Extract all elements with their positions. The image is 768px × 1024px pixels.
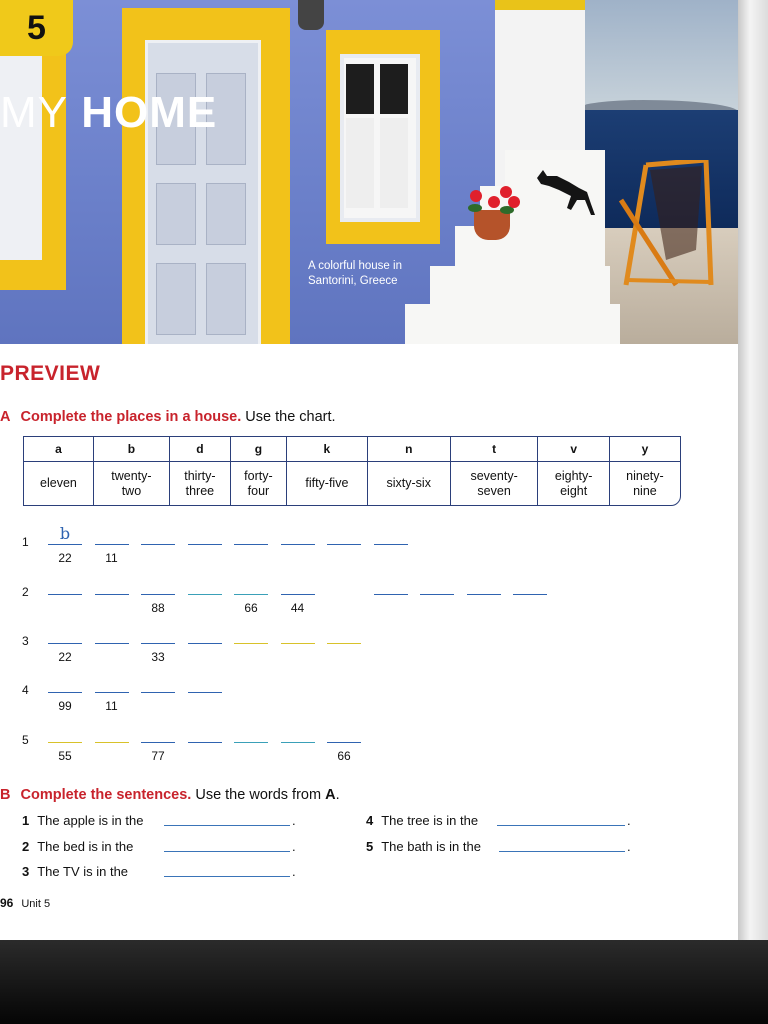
answer-blank[interactable] xyxy=(188,643,222,644)
answer-blank[interactable] xyxy=(141,692,175,693)
number-clue: 11 xyxy=(105,699,118,713)
curtain xyxy=(380,118,408,208)
cat-icon xyxy=(535,160,595,215)
answer-blank[interactable] xyxy=(141,742,175,743)
answer-blank[interactable] xyxy=(234,544,268,545)
sentence xyxy=(366,813,478,828)
answer-blank[interactable] xyxy=(327,643,361,644)
red-flower xyxy=(508,196,520,208)
chart-letter: a xyxy=(24,437,93,462)
chart-letter: g xyxy=(230,437,286,462)
chart-number-word-line: twenty- xyxy=(111,468,152,483)
chart-letter: v xyxy=(538,437,609,462)
puzzle-number: 1 xyxy=(22,535,29,549)
chart-number-word-line: eighty- xyxy=(554,468,593,483)
chart-number-word-line: forty- xyxy=(244,468,273,483)
window-pane xyxy=(380,64,408,114)
number-code-chart xyxy=(23,436,681,506)
door xyxy=(145,40,261,344)
photo-caption xyxy=(308,259,438,289)
chart-number-word-line: sixty-six xyxy=(386,476,431,491)
chart-letter: d xyxy=(169,437,230,462)
chart-number-word-line: seventy- xyxy=(470,468,518,483)
answer-blank[interactable] xyxy=(95,643,129,644)
answer-blank[interactable] xyxy=(188,544,222,545)
sentence xyxy=(22,839,133,854)
puzzle-number: 4 xyxy=(22,683,29,697)
chart-number-word xyxy=(367,462,450,505)
chart-letter: n xyxy=(367,437,450,462)
answer-blank[interactable] xyxy=(48,544,82,545)
number-clue: 66 xyxy=(244,601,258,615)
chart-number-word-line: thirty- xyxy=(184,468,216,483)
section-b-period: . xyxy=(335,787,340,803)
section-a-rest: Use the chart. xyxy=(245,409,336,425)
number-clue: 88 xyxy=(151,601,165,615)
chart-number-word-line: four xyxy=(247,483,270,498)
answer-blank[interactable] xyxy=(95,594,129,595)
sentence xyxy=(22,813,143,828)
section-a-instruction xyxy=(0,409,336,425)
answer-blank[interactable] xyxy=(327,544,361,545)
answer-blank[interactable] xyxy=(420,594,454,595)
sentence-text: The bed is in the xyxy=(37,839,134,854)
unit-title xyxy=(0,88,217,138)
sentence-answer-blank[interactable] xyxy=(164,825,290,826)
chart-letter: t xyxy=(450,437,538,462)
answer-blank[interactable] xyxy=(141,594,175,595)
sentence-text: The TV is in the xyxy=(37,864,129,879)
chart-letter: b xyxy=(93,437,169,462)
number-clue: 55 xyxy=(58,749,72,763)
step xyxy=(430,266,610,307)
chart-number-word-line: fifty-five xyxy=(305,476,349,491)
chart-number-word-line: eleven xyxy=(40,476,77,491)
footer-unit-label: Unit 5 xyxy=(21,898,51,910)
number-clue: 66 xyxy=(337,749,351,763)
puzzle-number: 2 xyxy=(22,585,29,599)
chart-letter: k xyxy=(287,437,368,462)
sentence-number: 4 xyxy=(366,813,374,828)
chart-letter: y xyxy=(609,437,680,462)
number-clue: 44 xyxy=(290,601,305,615)
number-clue: 33 xyxy=(151,650,165,664)
section-b-letter: B xyxy=(0,787,11,803)
example-answer: b xyxy=(59,524,71,543)
answer-blank[interactable] xyxy=(48,742,82,743)
answer-blank[interactable] xyxy=(188,692,222,693)
unit-title-my: MY xyxy=(0,88,68,137)
answer-blank[interactable] xyxy=(327,742,361,743)
sentence-answer-blank[interactable] xyxy=(499,851,625,852)
flower-pot xyxy=(474,210,510,240)
answer-blank[interactable] xyxy=(141,544,175,545)
curtain xyxy=(346,118,374,208)
chart-number-word xyxy=(24,462,93,505)
answer-blank[interactable] xyxy=(141,643,175,644)
answer-blank[interactable] xyxy=(48,594,82,595)
sentence-answer-blank[interactable] xyxy=(497,825,625,826)
sentence-answer-blank[interactable] xyxy=(164,876,290,877)
answer-blank[interactable] xyxy=(281,594,315,595)
red-flower xyxy=(470,190,482,202)
door-panel xyxy=(206,183,246,245)
section-a-letter: A xyxy=(0,409,11,425)
chart-number-word-line: two xyxy=(121,483,142,498)
answer-blank[interactable] xyxy=(188,742,222,743)
door-panel xyxy=(156,263,196,335)
number-clue: 22 xyxy=(58,551,72,565)
section-b-ref: A xyxy=(325,787,336,803)
answer-blank[interactable] xyxy=(234,594,268,595)
section-a-bold: Complete the places in a house. xyxy=(20,409,242,425)
chart-number-word-line: three xyxy=(185,483,215,498)
preview-heading: PREVIEW xyxy=(0,362,101,385)
sentence-text: The tree is in the xyxy=(381,813,479,828)
sentence-period: . xyxy=(627,813,631,828)
sentence-number: 5 xyxy=(366,839,374,854)
page-footer xyxy=(0,896,50,910)
puzzle-number: 5 xyxy=(22,733,29,747)
answer-blank[interactable] xyxy=(374,544,408,545)
answer-blank[interactable] xyxy=(234,643,268,644)
page-edge xyxy=(738,0,768,945)
unit-number-badge: 5 xyxy=(0,0,73,56)
sentence-period: . xyxy=(292,839,296,854)
answer-blank[interactable] xyxy=(281,544,315,545)
puzzle-number: 3 xyxy=(22,634,29,648)
section-b-rest: Use the words from xyxy=(195,787,322,803)
number-clue: 22 xyxy=(58,650,72,664)
sentence-number: 1 xyxy=(22,813,30,828)
section-b-instruction xyxy=(0,787,340,803)
chart-number-word xyxy=(169,462,230,505)
answer-blank[interactable] xyxy=(188,594,222,595)
sentence-text: The bath is in the xyxy=(381,839,481,854)
sentence-text: The apple is in the xyxy=(37,813,144,828)
chart-number-word xyxy=(538,462,609,505)
number-clue: 11 xyxy=(105,551,118,565)
house-photo xyxy=(0,0,738,344)
number-clue: 77 xyxy=(151,749,165,763)
door-panel xyxy=(156,183,196,245)
sentence-period: . xyxy=(627,839,631,854)
answer-blank[interactable] xyxy=(281,742,315,743)
unit-title-home: HOME xyxy=(81,88,218,137)
sentence-period: . xyxy=(292,864,296,879)
answer-blank[interactable] xyxy=(48,692,82,693)
sentence-number: 2 xyxy=(22,839,30,854)
scan-shadow xyxy=(0,940,768,1024)
caption-line-1: A colorful house in xyxy=(308,260,402,272)
window-pane xyxy=(346,64,374,114)
answer-blank[interactable] xyxy=(95,742,129,743)
red-flower xyxy=(488,196,500,208)
answer-blank[interactable] xyxy=(234,742,268,743)
deck-chair-icon xyxy=(616,160,716,290)
answer-blank[interactable] xyxy=(48,643,82,644)
sentence-answer-blank[interactable] xyxy=(164,851,290,852)
chart-number-word xyxy=(93,462,169,505)
answer-blank[interactable] xyxy=(95,544,129,545)
answer-blank[interactable] xyxy=(281,643,315,644)
leaf xyxy=(468,204,482,212)
answer-blank[interactable] xyxy=(467,594,501,595)
answer-blank[interactable] xyxy=(95,692,129,693)
sentence-period: . xyxy=(292,813,296,828)
sentence xyxy=(366,839,481,854)
chart-number-word xyxy=(609,462,680,505)
caption-line-2: Santorini, Greece xyxy=(308,275,398,287)
wall-lamp xyxy=(298,0,324,30)
section-b-bold: Complete the sentences. xyxy=(20,787,192,803)
chart-number-word-line: seven xyxy=(477,483,511,498)
chart-number-word xyxy=(287,462,368,505)
page-number: 96 xyxy=(0,896,14,910)
step xyxy=(405,304,620,344)
left-window xyxy=(0,50,42,260)
answer-blank[interactable] xyxy=(513,594,547,595)
sentence-number: 3 xyxy=(22,864,30,879)
chart-number-word-line: ninety- xyxy=(626,468,664,483)
chart-number-word-line: eight xyxy=(560,483,588,498)
door-panel xyxy=(206,263,246,335)
chart-number-word xyxy=(450,462,538,505)
chart-number-word xyxy=(230,462,286,505)
sentence xyxy=(22,864,128,879)
chart-number-word-line: nine xyxy=(633,483,657,498)
answer-blank[interactable] xyxy=(374,594,408,595)
number-clue: 99 xyxy=(58,699,72,713)
